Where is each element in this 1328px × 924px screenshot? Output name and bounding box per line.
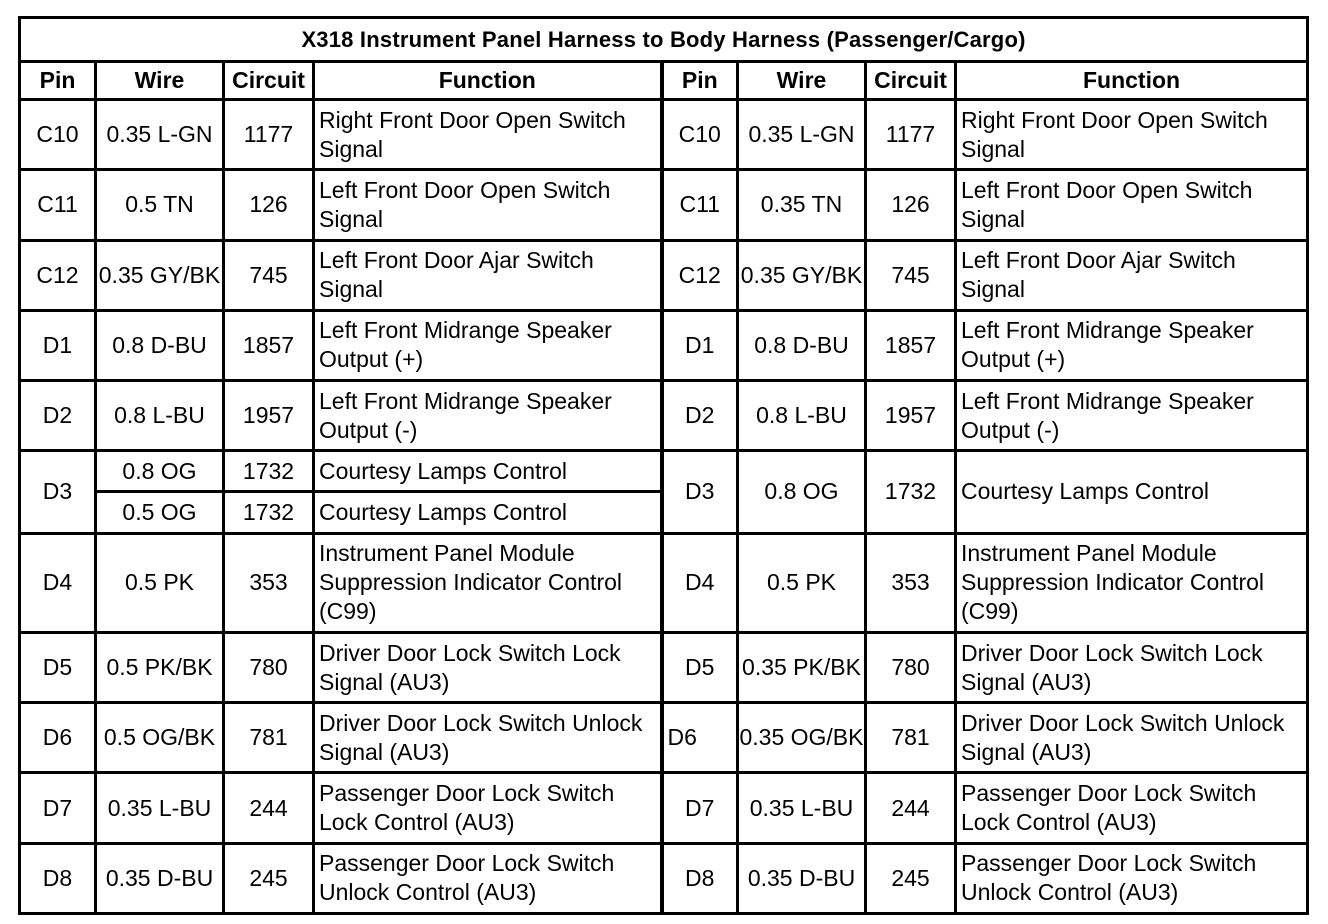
wire-cell: 0.8 D-BU	[738, 310, 866, 380]
header-pin: Pin	[20, 62, 96, 100]
header-row	[20, 62, 1308, 100]
function-cell: Right Front Door Open Switch Signal	[314, 100, 662, 170]
circuit-cell: 780	[224, 632, 314, 702]
title-row	[20, 18, 1308, 62]
table-row	[20, 632, 1308, 702]
wire-text: 0.35 L-GN	[748, 121, 855, 148]
circuit-cell: 781	[866, 703, 956, 773]
table-row	[20, 381, 1308, 451]
pin-cell: D2	[20, 381, 96, 451]
circuit-cell: 1957	[866, 381, 956, 451]
table-row	[20, 310, 1308, 380]
function-cell: Instrument Panel Module Suppression Indicator Control (C99)	[956, 533, 1308, 632]
wire-cell	[96, 843, 224, 913]
table-title: X318 Instrument Panel Harness to Body Harness (Passenger/Cargo)	[20, 18, 1308, 62]
wire-cell	[738, 773, 866, 843]
wire-cell: 0.5 PK	[96, 533, 224, 632]
wire-cell	[96, 240, 224, 310]
table-row	[20, 533, 1308, 632]
function-cell: Left Front Door Ajar Switch Signal	[956, 240, 1308, 310]
circuit-cell: 1957	[224, 381, 314, 451]
pin-cell: D4	[662, 533, 738, 632]
pin-cell: D6	[662, 703, 738, 773]
wire-cell: 0.8 OG	[738, 451, 866, 533]
table-row	[20, 451, 1308, 492]
wire-text: 0.35 L-BU	[107, 794, 212, 821]
circuit-cell: 245	[224, 843, 314, 913]
wire-cell: 0.5 TN	[96, 170, 224, 240]
table-row	[20, 240, 1308, 310]
pin-cell: D7	[662, 773, 738, 843]
circuit-cell: 745	[224, 240, 314, 310]
circuit-cell: 1857	[866, 310, 956, 380]
wire-cell: 0.8 L-BU	[738, 381, 866, 451]
function-cell: Passenger Door Lock Switch Unlock Control (AU3)	[956, 843, 1308, 913]
pin-cell: C11	[662, 170, 738, 240]
function-cell: Passenger Door Lock Switch Lock Control (AU3)	[956, 773, 1308, 843]
wire-cell	[96, 703, 224, 773]
table-row	[20, 100, 1308, 170]
wire-cell	[96, 100, 224, 170]
header-wire: Wire	[738, 62, 866, 100]
pin-cell: D8	[662, 843, 738, 913]
circuit-cell: 126	[866, 170, 956, 240]
pin-cell: D3	[662, 451, 738, 533]
pin-cell: C10	[662, 100, 738, 170]
header-circuit: Circuit	[866, 62, 956, 100]
header-circuit: Circuit	[224, 62, 314, 100]
pin-cell: D6	[20, 703, 96, 773]
function-cell: Passenger Door Lock Switch Unlock Control (AU3)	[314, 843, 662, 913]
table-row	[20, 773, 1308, 843]
wire-text: 0.35 L-BU	[749, 794, 854, 821]
function-cell: Passenger Door Lock Switch Lock Control (AU3)	[314, 773, 662, 843]
function-cell: Courtesy Lamps Control	[314, 492, 662, 533]
circuit-cell: 780	[866, 632, 956, 702]
pin-cell: D2	[662, 381, 738, 451]
header-wire: Wire	[96, 62, 224, 100]
function-cell: Driver Door Lock Switch Unlock Signal (AU3)	[956, 703, 1308, 773]
function-cell: Left Front Door Ajar Switch Signal	[314, 240, 662, 310]
wire-text: 0.35 OG/BK	[739, 724, 864, 751]
wire-cell: 0.8 L-BU	[96, 381, 224, 451]
wire-cell: 0.8 D-BU	[96, 310, 224, 380]
pin-cell: C12	[662, 240, 738, 310]
circuit-cell: 1177	[866, 100, 956, 170]
circuit-cell: 745	[866, 240, 956, 310]
wire-cell	[738, 632, 866, 702]
table-row	[20, 843, 1308, 913]
function-cell: Left Front Midrange Speaker Output (+)	[956, 310, 1308, 380]
wire-text: 0.5 PK/BK	[106, 654, 213, 681]
circuit-cell: 1177	[224, 100, 314, 170]
wire-text: 0.35 GY/BK	[740, 261, 863, 288]
pin-cell: D5	[662, 632, 738, 702]
function-cell: Driver Door Lock Switch Unlock Signal (AU3)	[314, 703, 662, 773]
circuit-cell: 781	[224, 703, 314, 773]
wire-cell	[96, 773, 224, 843]
function-cell: Driver Door Lock Switch Lock Signal (AU3)	[314, 632, 662, 702]
pin-cell: D3	[20, 451, 96, 533]
circuit-cell: 353	[224, 533, 314, 632]
wire-cell	[738, 100, 866, 170]
function-cell: Left Front Midrange Speaker Output (-)	[314, 381, 662, 451]
pin-cell: C11	[20, 170, 96, 240]
wire-cell	[738, 703, 866, 773]
table-row	[20, 170, 1308, 240]
function-cell: Left Front Midrange Speaker Output (+)	[314, 310, 662, 380]
wire-cell	[738, 843, 866, 913]
wire-cell	[738, 240, 866, 310]
function-cell: Instrument Panel Module Suppression Indicator Control (C99)	[314, 533, 662, 632]
wire-text: 0.35 L-GN	[106, 121, 213, 148]
function-cell: Courtesy Lamps Control	[314, 451, 662, 492]
header-pin: Pin	[662, 62, 738, 100]
wire-text: 0.35 GY/BK	[98, 261, 221, 288]
circuit-cell: 1732	[224, 492, 314, 533]
wire-cell: 0.8 OG	[96, 451, 224, 492]
pin-cell: D8	[20, 843, 96, 913]
circuit-cell: 1732	[866, 451, 956, 533]
wire-cell: 0.35 TN	[738, 170, 866, 240]
wire-cell: 0.5 OG	[96, 492, 224, 533]
connector-pinout-table	[18, 16, 1309, 915]
pin-cell: C12	[20, 240, 96, 310]
wire-text: 0.5 OG/BK	[103, 724, 216, 751]
function-cell: Right Front Door Open Switch Signal	[956, 100, 1308, 170]
pin-cell: D7	[20, 773, 96, 843]
pin-cell: D1	[662, 310, 738, 380]
pin-cell: D1	[20, 310, 96, 380]
function-cell: Left Front Door Open Switch Signal	[314, 170, 662, 240]
circuit-cell: 244	[224, 773, 314, 843]
function-cell: Driver Door Lock Switch Lock Signal (AU3)	[956, 632, 1308, 702]
circuit-cell: 1732	[224, 451, 314, 492]
header-function: Function	[956, 62, 1308, 100]
function-cell: Left Front Door Open Switch Signal	[956, 170, 1308, 240]
wire-cell	[96, 632, 224, 702]
circuit-cell: 126	[224, 170, 314, 240]
pin-cell: D4	[20, 533, 96, 632]
circuit-cell: 353	[866, 533, 956, 632]
table-row	[20, 703, 1308, 773]
function-cell: Courtesy Lamps Control	[956, 451, 1308, 533]
pin-cell: D5	[20, 632, 96, 702]
circuit-cell: 1857	[224, 310, 314, 380]
circuit-cell: 244	[866, 773, 956, 843]
header-function: Function	[314, 62, 662, 100]
circuit-cell: 245	[866, 843, 956, 913]
wire-text: 0.35 PK/BK	[742, 654, 861, 681]
function-cell: Left Front Midrange Speaker Output (-)	[956, 381, 1308, 451]
wire-text: 0.35 D-BU	[747, 864, 856, 891]
wire-cell: 0.5 PK	[738, 533, 866, 632]
pin-cell: C10	[20, 100, 96, 170]
wire-text: 0.35 D-BU	[105, 864, 214, 891]
